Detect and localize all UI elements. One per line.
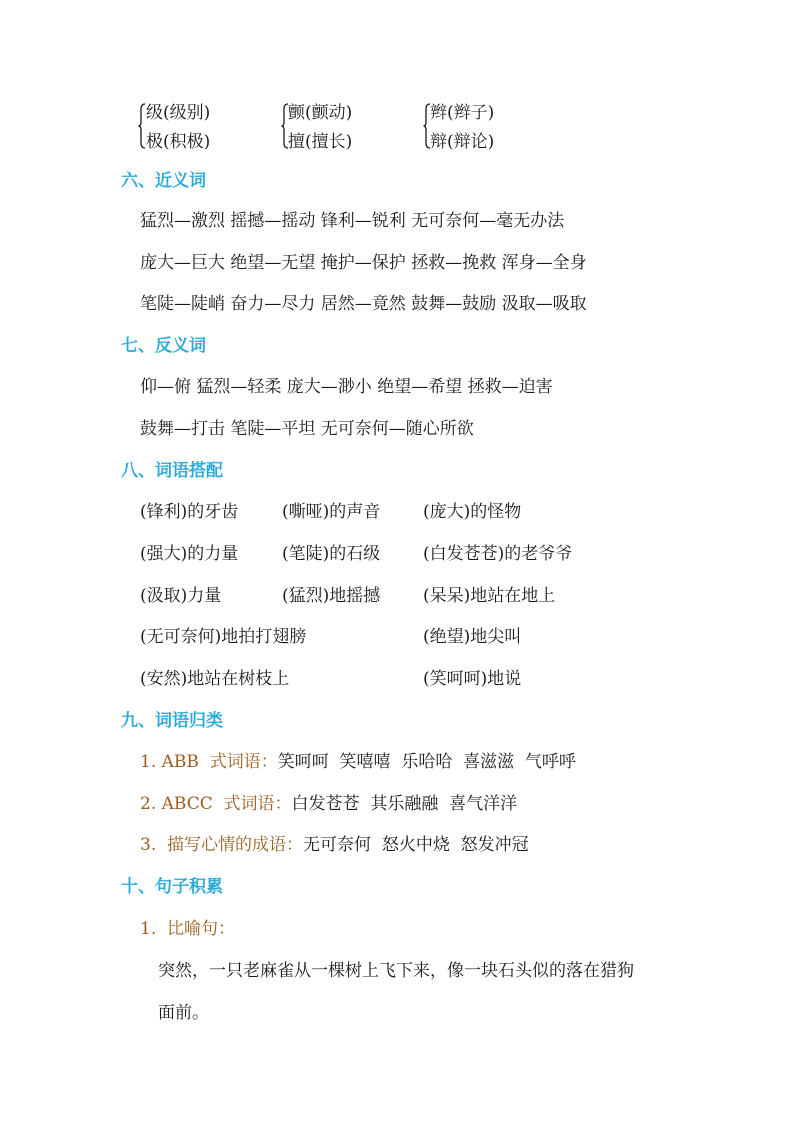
sentence-sub-label: 1. 比喻句：	[140, 919, 236, 939]
pair-bottom: 擅(擅长)	[288, 132, 353, 152]
collocation-cell: (猛烈)地摇撼	[282, 586, 381, 606]
synonym-line: 猛烈—激烈 摇撼—摇动 锋利—锐利 无可奈何—毫无办法	[140, 211, 565, 231]
classification-label: 1. ABB 式词语：	[140, 752, 278, 772]
pair-bottom: 极(积极)	[146, 132, 211, 152]
section-title-collocation: 八、词语搭配	[121, 461, 223, 481]
collocation-cell: (笔陡)的石级	[282, 544, 381, 564]
pair-top: 级(级别)	[146, 103, 211, 123]
collocation-cell: (汲取)力量	[140, 586, 222, 606]
synonym-line: 笔陡—陡峭 奋力—尽力 居然—竟然 鼓舞—鼓励 汲取—吸取	[140, 294, 587, 314]
antonym-line: 鼓舞—打击 笔陡—平坦 无可奈何—随心所欲	[140, 419, 474, 439]
classification-words: 无可奈何 怒火中烧 怒发冲冠	[303, 835, 529, 855]
antonym-line: 仰—俯 猛烈—轻柔 庞大—渺小 绝望—希望 拯救—迫害	[140, 377, 553, 397]
classification-item	[140, 793, 517, 815]
section-title-sentences: 十、句子积累	[121, 877, 223, 897]
collocation-cell: (笑呵呵)地说	[423, 669, 522, 689]
brace-icon	[138, 103, 146, 149]
section-title-synonyms: 六、近义词	[121, 171, 206, 191]
collocation-cell: (绝望)地尖叫	[423, 627, 522, 647]
collocation-cell: (庞大)的怪物	[423, 502, 522, 522]
section-title-antonyms: 七、反义词	[121, 336, 206, 356]
classification-words: 白发苍苍 其乐融融 喜气洋洋	[291, 794, 518, 814]
collocation-cell: (强大)的力量	[140, 544, 239, 564]
collocation-cell: (锋利)的牙齿	[140, 502, 239, 522]
classification-item	[140, 751, 576, 773]
classification-item	[140, 834, 529, 856]
pair-top: 辫(辫子)	[430, 103, 495, 123]
sentence-line: 面前。	[158, 1003, 209, 1023]
pair-top: 颤(颤动)	[288, 103, 353, 123]
section-title-classification: 九、词语归类	[121, 711, 223, 731]
classification-label: 2. ABCC 式词语：	[140, 794, 292, 814]
synonym-line: 庞大—巨大 绝望—无望 掩护—保护 拯救—挽救 浑身—全身	[140, 253, 587, 273]
sentence-line: 突然，一只老麻雀从一棵树上飞下来，像一块石头似的落在猎狗	[158, 961, 634, 981]
pair-bottom: 辩(辩论)	[430, 132, 495, 152]
collocation-cell: (无可奈何)地拍打翅膀	[140, 627, 307, 647]
collocation-cell: (安然)地站在树枝上	[140, 669, 290, 689]
collocation-cell: (嘶哑)的声音	[282, 502, 381, 522]
classification-label: 3. 描写心情的成语：	[140, 835, 304, 855]
classification-words: 笑呵呵 笑嘻嘻 乐哈哈 喜滋滋 气呼呼	[277, 752, 576, 772]
collocation-cell: (呆呆)地站在地上	[423, 586, 556, 606]
collocation-cell: (白发苍苍)的老爷爷	[423, 544, 573, 564]
